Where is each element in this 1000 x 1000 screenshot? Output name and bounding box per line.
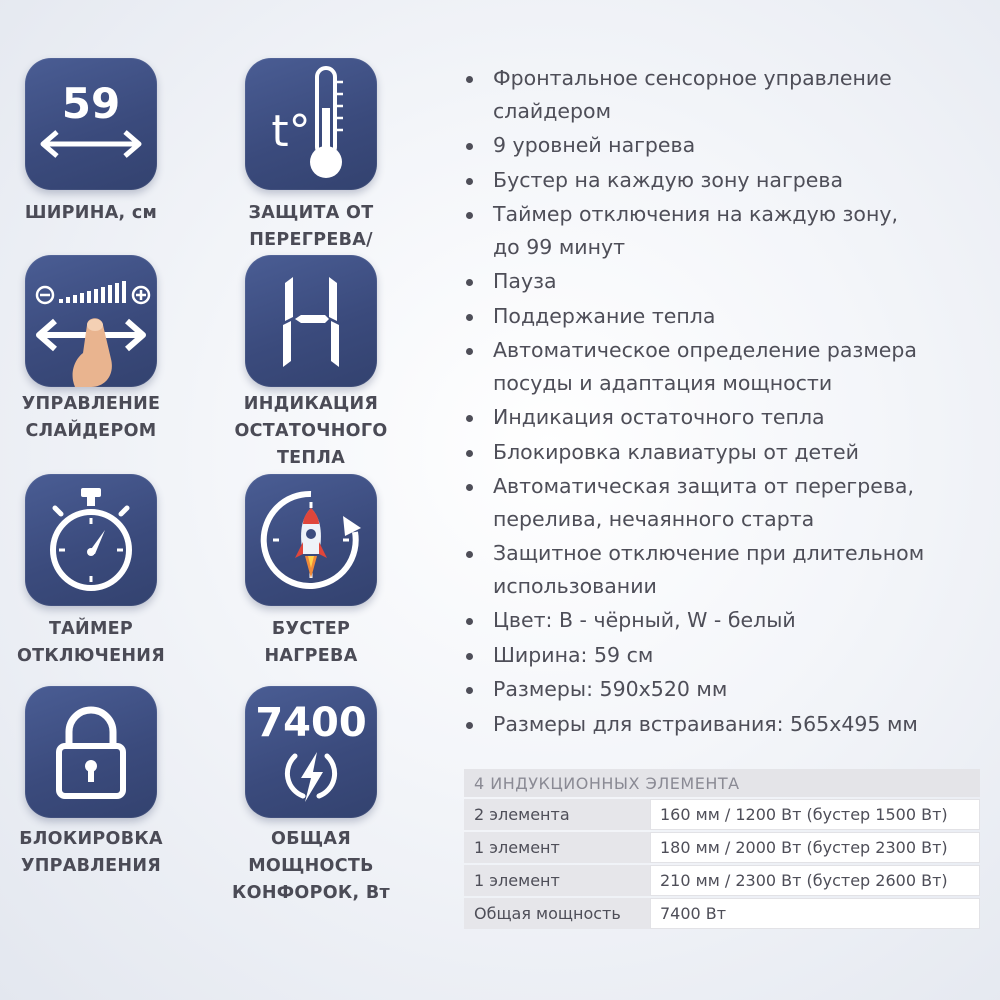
list-item: Фронтальное сенсорное управление слайдером	[462, 62, 992, 127]
slider-caption: УПРАВЛЕНИЕ СЛАЙДЕРОМ	[21, 394, 161, 441]
power-tile	[245, 686, 377, 818]
table-row	[464, 832, 980, 863]
list-item: Блокировка клавиатуры от детей	[462, 436, 992, 469]
slider-tile	[25, 255, 157, 387]
table-header-row	[464, 769, 980, 797]
list-item: Защитное отключение при длительном использовании	[462, 537, 992, 602]
overheat-caption: ЗАЩИТА ОТ ПЕРЕГРЕВА/	[248, 203, 374, 250]
list-item: Индикация остаточного тепла	[462, 401, 992, 434]
list-item: Автоматическое определение размера посуды и адаптация мощности	[462, 334, 992, 399]
residual-heat-h-icon	[245, 255, 377, 387]
table-cell-label: 1 элемент	[464, 865, 650, 896]
list-item: Ширина: 59 см	[462, 639, 992, 672]
slider-touch-icon	[25, 255, 157, 387]
svg-text:7400: 7400	[255, 700, 367, 746]
residual-heat-caption: ИНДИКАЦИЯ ОСТАТОЧНОГО ТЕПЛА	[234, 394, 388, 468]
width-arrow-icon	[25, 58, 157, 190]
stopwatch-icon	[25, 474, 157, 606]
power-bolt-icon	[245, 686, 377, 818]
timer-tile	[25, 474, 157, 606]
booster-caption: БУСТЕР НАГРЕВА	[264, 619, 358, 666]
list-item: Пауза	[462, 265, 992, 298]
timer-caption: ТАЙМЕР ОТКЛЮЧЕНИЯ	[16, 619, 166, 666]
table-cell-value: 160 мм / 1200 Вт (бустер 1500 Вт)	[650, 799, 980, 830]
list-item: Автоматическая защита от перегрева, перелива, нечаянного старта	[462, 470, 992, 535]
list-item: 9 уровней нагрева	[462, 129, 992, 162]
svg-text:59: 59	[61, 79, 121, 128]
table-row	[464, 799, 980, 830]
lock-caption: БЛОКИРОВКА УПРАВЛЕНИЯ	[19, 829, 163, 876]
table-cell-label: Общая мощность	[464, 898, 650, 929]
width-tile	[25, 58, 157, 190]
list-item: Бустер на каждую зону нагрева	[462, 164, 992, 197]
table-cell-label: 1 элемент	[464, 832, 650, 863]
power-caption: ОБЩАЯ МОЩНОСТЬ КОНФОРОК, Вт	[232, 829, 390, 903]
table-row	[464, 898, 980, 929]
booster-tile	[245, 474, 377, 606]
overheat-tile	[245, 58, 377, 190]
width-caption: ШИРИНА, см	[24, 203, 158, 223]
table-cell-label: 2 элемента	[464, 799, 650, 830]
specs-table	[464, 767, 980, 931]
specs-header: 4 ИНДУКЦИОННЫХ ЭЛЕМЕНТА	[464, 769, 980, 797]
table-cell-value: 180 мм / 2000 Вт (бустер 2300 Вт)	[650, 832, 980, 863]
thermometer-icon	[245, 58, 377, 190]
list-item: Размеры для встраивания: 565x495 мм	[462, 708, 992, 741]
svg-text:t°: t°	[271, 106, 311, 157]
list-item: Цвет: B - чёрный, W - белый	[462, 604, 992, 637]
rocket-booster-icon	[245, 474, 377, 606]
table-cell-value: 210 мм / 2300 Вт (бустер 2600 Вт)	[650, 865, 980, 896]
table-row	[464, 865, 980, 896]
lock-tile	[25, 686, 157, 818]
residual-heat-tile	[245, 255, 377, 387]
list-item: Таймер отключения на каждую зону, до 99 минут	[462, 198, 992, 263]
feature-list	[462, 62, 992, 742]
list-item: Размеры: 590x520 мм	[462, 673, 992, 706]
padlock-icon	[25, 686, 157, 818]
list-item: Поддержание тепла	[462, 300, 992, 333]
table-cell-value: 7400 Вт	[650, 898, 980, 929]
